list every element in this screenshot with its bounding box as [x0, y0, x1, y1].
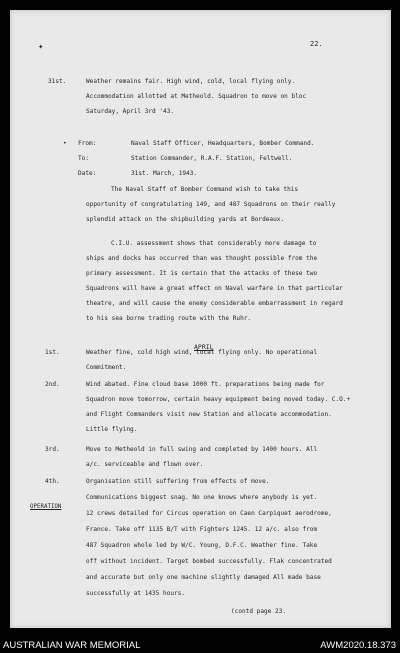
entry-line: 487 Squadron whole led by W/C. Young, D.F.C. Weather fine. Take — [86, 542, 318, 549]
april-heading: APRIL — [194, 343, 214, 351]
to-label: To: — [78, 155, 90, 162]
page-number: 22. — [310, 40, 323, 48]
entry-line: Accommodation allotted at Metheold. Squadron to move on bloc — [86, 93, 307, 100]
entry-date: 31st. — [48, 78, 67, 85]
punch-mark: ✦ — [38, 42, 44, 52]
entry-line: Weather remains fair. High wind, cold, local flying only. — [86, 78, 296, 85]
entry-line: France. Take off 1135 B/T with Fighters 1245. 12 a/c. also from — [86, 526, 318, 533]
signal-body-line: primary assessment. It is certain that the attacks of these two — [86, 270, 318, 277]
entry-line: Squadron move tomorrow, certain heavy equipment being moved today. C.O.+ — [86, 396, 351, 403]
signal-body-line: Squadrons will have a great effect on Naval warfare in that particular — [86, 285, 343, 292]
signal-body-line: theatre, and will cause the enemy considerable embarrassment in regard — [86, 300, 343, 307]
entry-line: and Flight Commanders visit new Station and allocate accommodation. — [86, 411, 332, 418]
date-value: 31st. March, 1943. — [131, 170, 198, 177]
entry-line: Saturday, April 3rd '43. — [86, 108, 175, 115]
entry-date: 2nd. — [45, 381, 60, 388]
footer-bar — [0, 638, 400, 653]
entry-date: 4th. — [45, 478, 60, 485]
entry-line: Little flying. — [86, 426, 138, 433]
from-label: From: — [78, 140, 97, 147]
entry-date: 1st. — [45, 349, 60, 356]
signal-body-line: The Naval Staff of Bomber Command wish to take this — [111, 186, 299, 193]
entry-line: Weather fine, cold high wind, local flying only. No operational — [86, 349, 318, 356]
entry-line: a/c. serviceable and flown over. — [86, 461, 204, 468]
bullet-mark: • — [63, 140, 67, 147]
document-page — [10, 10, 391, 628]
entry-line: Communications biggest snag. No one knows where anybody is yet. — [86, 494, 318, 501]
continued-note: (contd page 23. — [231, 608, 287, 615]
from-value: Naval Staff Officer, Headquarters, Bomber Command. — [131, 140, 315, 147]
footer-accession-number: AWM2020.18.373 — [320, 640, 396, 651]
entry-line: Move to Metheold in full swing and completed by 1400 hours. All — [86, 446, 318, 453]
to-value: Station Commander, R.A.F. Station, Feltwell. — [131, 155, 293, 162]
entry-line: 12 crews detailed for Circus operation on Caen Carpiquet aerodrome, — [86, 510, 332, 517]
entry-line: Organisation still suffering from effects of move. — [86, 478, 270, 485]
signal-body-line: to his sea borne trading route with the Ruhr. — [86, 315, 252, 322]
signal-body-line: C.I.U. assessment shows that considerably more damage to — [111, 240, 317, 247]
entry-line: successfully at 1435 hours. — [86, 590, 186, 597]
signal-body-line: opportunity of congratulating 149, and 487 Squadrons on their really — [86, 201, 336, 208]
signal-body-line: ships and docks has occurred than was thought possible from the — [86, 255, 318, 262]
entry-date: 3rd. — [45, 446, 60, 453]
signal-body-line: splendid attack on the shipbuilding yards at Bordeaux. — [86, 216, 285, 223]
footer-institution: AUSTRALIAN WAR MEMORIAL — [3, 640, 141, 651]
date-label: Date: — [78, 170, 97, 177]
entry-line: Commitment. — [86, 364, 127, 371]
entry-line: Wind abated. Fine cloud base 1000 ft. preparations being made for — [86, 381, 325, 388]
entry-line: and accurate but only one machine slightly damaged All made base — [86, 574, 321, 581]
entry-line: off without incident. Target bombed successfully. Flak concentrated — [86, 558, 332, 565]
operation-side-label: OPERATION — [30, 504, 62, 510]
